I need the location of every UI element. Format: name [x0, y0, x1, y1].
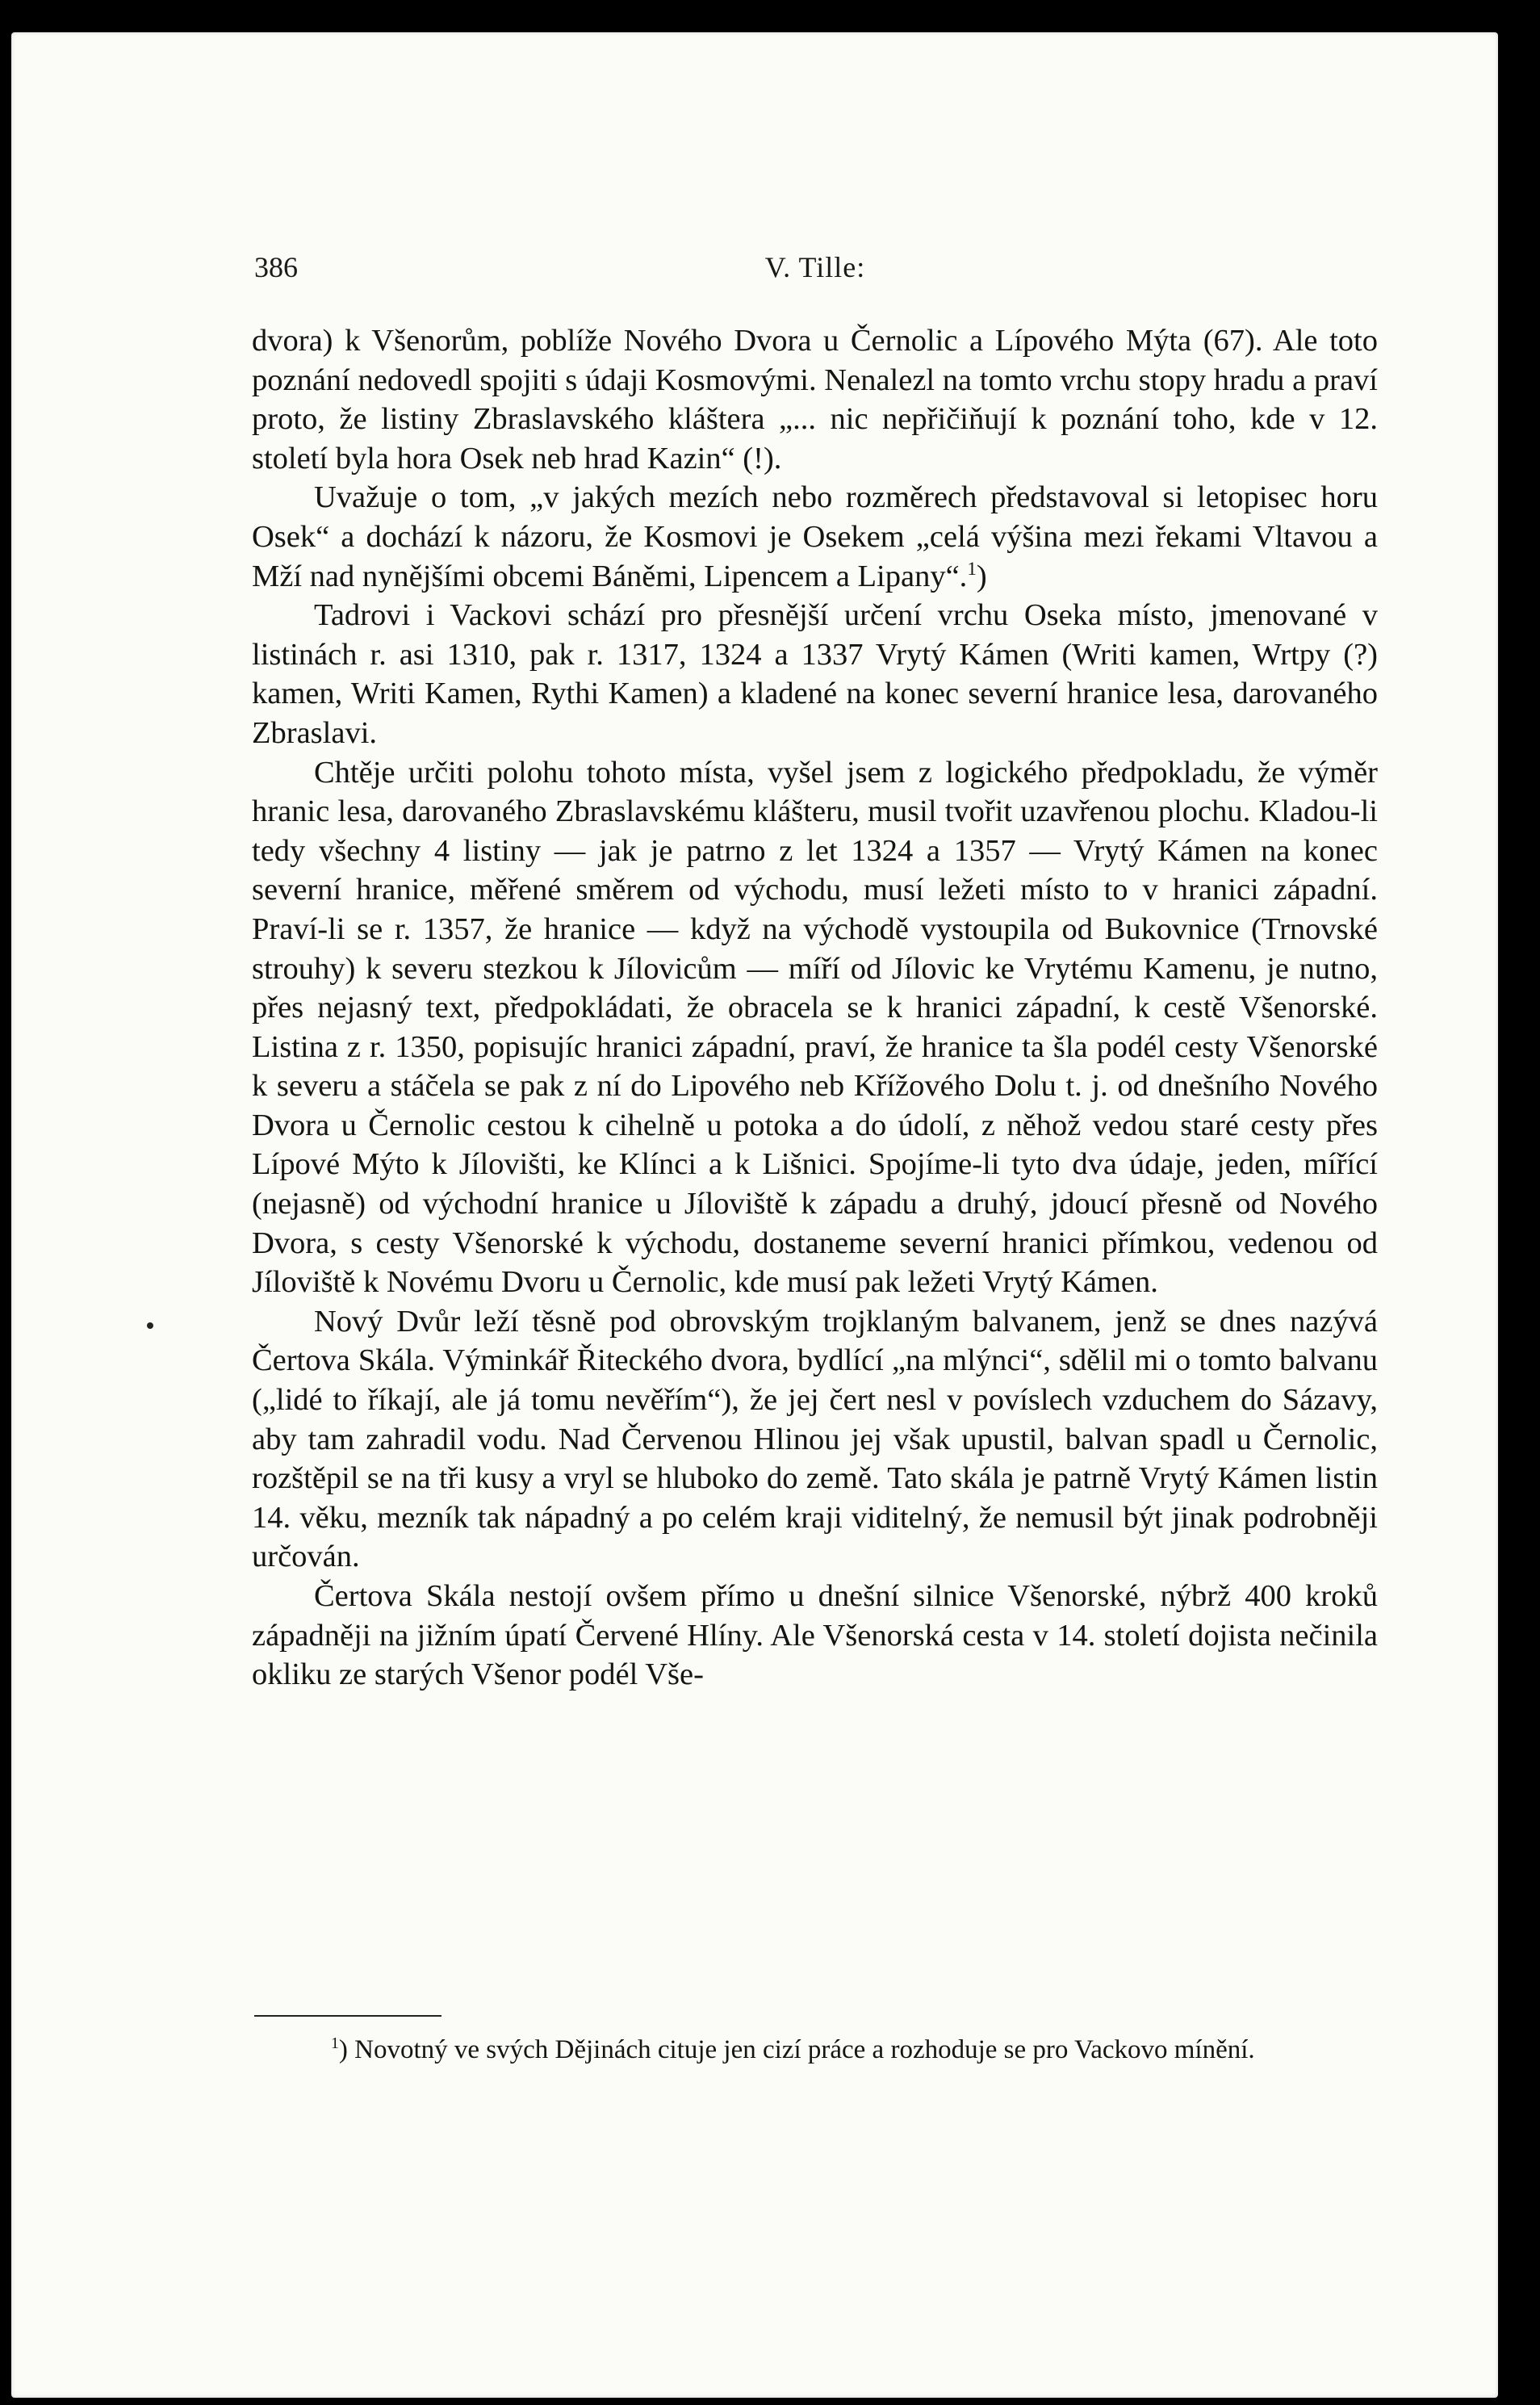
paragraph-3: Tadrovi i Vackovi schází pro přesnější určení vrchu Oseka místo, jmenované v listinách r. asi 1310, pak r. 1317, 1324 a 1337 Vrytý Kámen (Writi kamen, Wrtpy (?) kamen, Writi Kamen, Rythi Kamen) a kladené na konec severní hranice lesa, darovaného Zbraslavi. — [252, 598, 1378, 750]
body-text — [252, 321, 1378, 1695]
paragraph-1: dvora) k Všenorům, poblíže Nového Dvora u Černolic a Lípového Mýta (67). Ale toto poznání nedovedl spojiti s údaji Kosmovými. Nenalezl na tomto vrchu stopy hradu a praví proto, že listiny Zbraslavského kláštera „... nic nepřičiňují k poznání toho, kde v 12. století byla hora Osek neb hrad Kazin“ (!). — [252, 324, 1378, 476]
footnote-reference-paren: ) — [976, 559, 987, 593]
paragraph-4: Chtěje určiti polohu tohoto místa, vyšel jsem z logického předpokladu, že výměr hranic lesa, darovaného Zbraslavskému klášteru, musil tvořit uzavřenou plochu. Kladou-li tedy všechny 4 listiny — jak je patrno z let 1324 a 1357 — Vrytý Kámen na konec severní hranice, měřené směrem od východu, musí ležeti místo to v hranici západní. Praví-li se r. 1357, že hranice — když na východě vystoupila od Bukovnice (Trnovské strouhy) k severu stezkou k Jílovicům — míří od Jílovic ke Vrytému Kamenu, je nutno, přes nejasný text, předpokládati, že obracela se k hranici západní, k cestě Všenorské. Listina z r. 1350, popisujíc hranici západní, praví, že hranice ta šla podél cesty Všenorské k severu a stáčela se pak z ní do Lipového neb Křížového Dolu t. j. od dnešního Nového Dvora u Černolic cestou k cihelně u potoka a do údolí, z něhož vedou staré cesty přes Lípové Mýto k Jílovišti, ke Klínci a k Lišnici. Spojíme-li tyto dva údaje, jeden, mířící (nejasně) od východní hranice u Jíloviště k západu a druhý, jdoucí přesně od Nového Dvora, s cesty Všenorské k východu, dostaneme severní hranici přímkou, vedenou od Jíloviště k Novému Dvoru u Černolic, kde musí pak ležeti Vrytý Kámen. — [252, 755, 1378, 1300]
footnote-divider — [254, 2015, 441, 2017]
running-head: V. Tille: — [764, 251, 866, 283]
footnote-marker: 1 — [331, 2034, 339, 2052]
footnote-marker-paren: ) — [338, 2035, 348, 2064]
paragraph-6: Čertova Skála nestojí ovšem přímo u dnešní silnice Všenorské, nýbrž 400 kroků západněji na jižním úpatí Červené Hlíny. Ale Všenorská cesta v 14. století dojista nečinila okliku ze starých Všenor podél Vše- — [252, 1579, 1378, 1692]
footnote-reference: 1 — [967, 557, 977, 579]
paragraph-2-text: Uvažuje o tom, „v jakých mezích nebo rozměrech představoval si letopisec horu Osek“ a dochází k názoru, že Kosmovi je Osekem „celá výšina mezi řekami Vltavou a Mží nad nynějšími obcemi Báněmi, Lipencem a Lipany“. — [252, 480, 1378, 593]
footnote-text: Novotný ve svých Dějinách cituje jen cizí práce a rozhoduje se pro Vackovo mínění. — [347, 2035, 1255, 2064]
page-header — [254, 250, 1376, 283]
paragraph-5: Nový Dvůr leží těsně pod obrovským trojklaným balvanem, jenž se dnes nazývá Čertova Skála. Výminkář Řiteckého dvora, bydlící „na mlýnci“, sdělil mi o tomto balvanu („lidé to říkají, ale já tomu nevěřím“), že jej čert nesl v povíslech vzduchem do Sázavy, aby tam zahradil vodu. Nad Červenou Hlinou jej však upustil, balvan spadl u Černolic, rozštěpil se na tři kusy a vryl se hluboko do země. Tato skála je patrně Vrytý Kámen listin 14. věku, mezník tak nápadný a po celém kraji viditelný, že nemusil být jinak podrobněji určován. — [252, 1304, 1378, 1574]
footnote — [252, 2033, 1378, 2067]
margin-dot — [147, 1322, 153, 1329]
paragraph-2 — [252, 478, 1378, 596]
page-number: 386 — [254, 251, 298, 283]
